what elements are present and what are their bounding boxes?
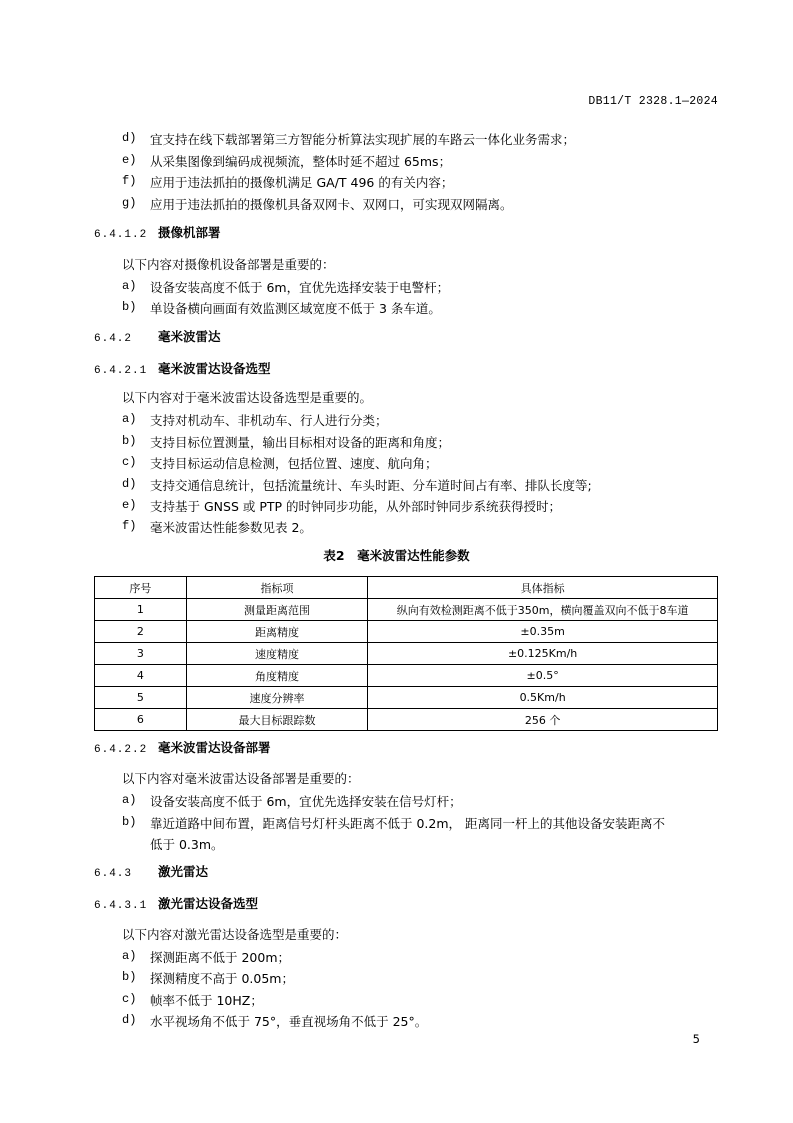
table-cell: 6: [95, 709, 187, 731]
item-marker: f): [122, 174, 137, 188]
item-marker: d): [122, 131, 137, 145]
table-cell: 角度精度: [186, 665, 368, 687]
section-heading: [94, 360, 271, 380]
item-marker: b): [122, 300, 137, 314]
item-text: 支持对机动车、非机动车、行人进行分类；: [150, 413, 388, 428]
standard-code: DB11/T 2328.1—2024: [588, 95, 718, 108]
section-number: 6.4.2.2: [94, 744, 148, 756]
item-text: 支持目标运动信息检测，包括位置、速度、航向角；: [150, 456, 438, 471]
table-row: [95, 709, 718, 731]
section-heading: [94, 328, 221, 348]
table-cell: 4: [95, 665, 187, 687]
table-row: [95, 599, 718, 621]
item-marker: g): [122, 196, 137, 210]
section-number: 6.4.3.1: [94, 900, 148, 912]
item-marker: a): [122, 279, 137, 293]
table-cell: 测量距离范围: [186, 599, 368, 621]
table-cell: 2: [95, 621, 187, 643]
table-cell: 1: [95, 599, 187, 621]
item-marker: d): [122, 1013, 137, 1027]
section-title: 激光雷达设备选型: [158, 896, 259, 911]
item-marker: c): [122, 455, 137, 469]
item-text: 水平视场角不低于 75°，垂直视场角不低于 25°。: [150, 1014, 428, 1029]
paragraph-intro: 以下内容对激光雷达设备选型是重要的：: [122, 927, 348, 942]
section-title: 毫米波雷达设备部署: [158, 740, 271, 755]
section-heading: [94, 224, 221, 244]
item-marker: e): [122, 498, 137, 512]
item-text: 单设备横向画面有效监测区域宽度不低于 3 条车道。: [150, 301, 441, 316]
column-header: 指标项: [186, 577, 368, 599]
item-text-continuation: 低于 0.3m。: [150, 837, 224, 852]
item-text: 支持目标位置测量，输出目标相对设备的距离和角度；: [150, 435, 451, 450]
section-heading: [94, 739, 271, 759]
paragraph-intro: 以下内容对毫米波雷达设备部署是重要的：: [122, 771, 360, 786]
table-cell: 0.5Km/h: [368, 687, 718, 709]
section-heading: [94, 863, 208, 883]
table-row: [95, 621, 718, 643]
table-row: [95, 687, 718, 709]
table-cell: 距离精度: [186, 621, 368, 643]
item-text: 帧率不低于 10HZ；: [150, 993, 263, 1008]
paragraph-intro: 以下内容对于毫米波雷达设备选型是重要的。: [122, 390, 373, 405]
item-marker: e): [122, 153, 137, 167]
section-title: 摄像机部署: [158, 225, 221, 240]
item-marker: f): [122, 519, 137, 533]
table-cell: 速度精度: [186, 643, 368, 665]
item-text: 毫米波雷达性能参数见表 2。: [150, 520, 312, 535]
item-marker: b): [122, 434, 137, 448]
item-text: 靠近道路中间布置，距离信号灯杆头距离不低于 0.2m， 距离同一杆上的其他设备安装距离不: [150, 816, 666, 831]
item-text: 设备安装高度不低于 6m，宜优先选择安装在信号灯杆；: [150, 794, 462, 809]
item-marker: a): [122, 412, 137, 426]
table-cell: ±0.5°: [368, 665, 718, 687]
item-marker: b): [122, 815, 137, 829]
item-marker: d): [122, 477, 137, 491]
item-text: 应用于违法抓拍的摄像机具备双网卡、双网口，可实现双网隔离。: [150, 197, 513, 212]
table-cell: 最大目标跟踪数: [186, 709, 368, 731]
table-cell: 256 个: [368, 709, 718, 731]
section-number: 6.4.3: [94, 868, 133, 880]
item-text: 探测精度不高于 0.05m；: [150, 971, 294, 986]
item-text: 探测距离不低于 200m；: [150, 950, 291, 965]
table-cell: 纵向有效检测距离不低于350m，横向覆盖双向不低于8车道: [368, 599, 718, 621]
item-text: 应用于违法抓拍的摄像机满足 GA/T 496 的有关内容；: [150, 175, 454, 190]
section-title: 毫米波雷达设备选型: [158, 361, 271, 376]
item-text: 支持交通信息统计，包括流量统计、车头时距、分车道时间占有率、排队长度等;: [150, 478, 592, 493]
table-cell: 速度分辨率: [186, 687, 368, 709]
item-text: 从采集图像到编码成视频流，整体时延不超过 65ms；: [150, 154, 452, 169]
radar-params-table: [94, 576, 718, 731]
item-text: 宜支持在线下载部署第三方智能分析算法实现扩展的车路云一体化业务需求；: [150, 132, 576, 147]
section-title: 毫米波雷达: [158, 329, 221, 344]
section-heading: [94, 895, 258, 915]
column-header: 序号: [95, 577, 187, 599]
item-marker: a): [122, 793, 137, 807]
item-marker: c): [122, 992, 137, 1006]
page-number: 5: [692, 1032, 700, 1046]
table-caption: 表2 毫米波雷达性能参数: [323, 548, 470, 563]
table-cell: ±0.35m: [368, 621, 718, 643]
item-text: 设备安装高度不低于 6m，宜优先选择安装于电警杆；: [150, 280, 450, 295]
section-number: 6.4.1.2: [94, 229, 148, 241]
table-header-row: [95, 577, 718, 599]
table-cell: ±0.125Km/h: [368, 643, 718, 665]
table-row: [95, 643, 718, 665]
section-number: 6.4.2.1: [94, 365, 148, 377]
paragraph-intro: 以下内容对摄像机设备部署是重要的：: [122, 257, 335, 272]
section-title: 激光雷达: [158, 864, 209, 879]
item-marker: b): [122, 970, 137, 984]
table-cell: 3: [95, 643, 187, 665]
item-text: 支持基于 GNSS 或 PTP 的时钟同步功能，从外部时钟同步系统获得授时；: [150, 499, 562, 514]
item-marker: a): [122, 949, 137, 963]
column-header: 具体指标: [368, 577, 718, 599]
table-cell: 5: [95, 687, 187, 709]
table-row: [95, 665, 718, 687]
section-number: 6.4.2: [94, 333, 133, 345]
